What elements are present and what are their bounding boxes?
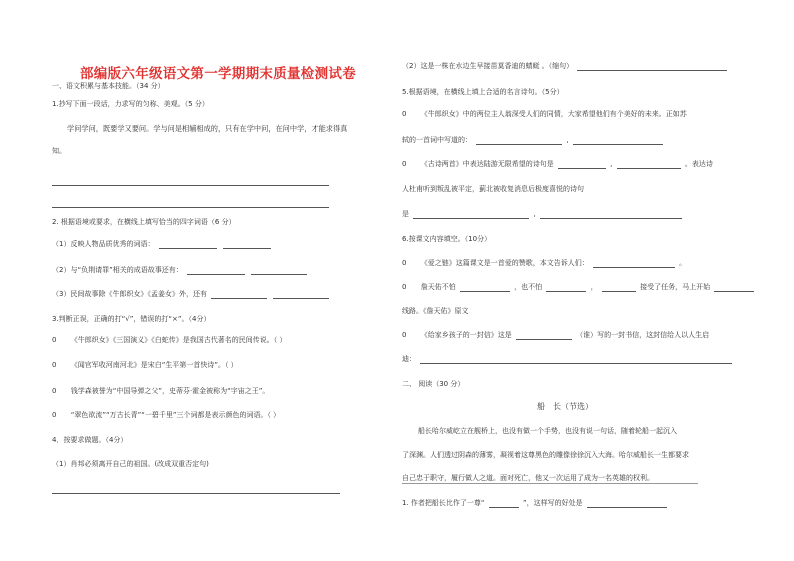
answer-blank[interactable] — [273, 291, 329, 299]
writing-line-2[interactable] — [52, 207, 329, 208]
answer-blank[interactable] — [540, 211, 682, 219]
answer-blank[interactable] — [516, 332, 572, 340]
judge-item-4-text: “翠色欲流”“万古长青”“一碧千里”三个词都是表示颜色的词语。（ ） — [70, 411, 281, 419]
answer-blank[interactable] — [413, 211, 529, 219]
reading-question-1-text-a: 1. 作者把船长比作了一尊“ — [402, 499, 485, 507]
fill-item-2-text-c: ， — [590, 283, 598, 291]
answer-blank[interactable] — [587, 500, 667, 508]
page-title: 部编版六年级语文第一学期期末质量检测试卷 — [80, 66, 356, 82]
passage-line-2: 了深渊。人们透过阴森的薄雾，凝视着这尊黑色的雕像徐徐沉入大海。哈尔威船长一生都要求 — [402, 451, 689, 459]
quote-item-1-cont: 轼的一首词中写道的： , — [402, 136, 665, 145]
fill-item-2-text-b: ，也不怕 — [514, 283, 543, 291]
question-2: 2. 根据语境或要求，在横线上填写恰当的四字词语（6 分） — [52, 218, 236, 226]
fill-item-2 — [402, 283, 756, 292]
judge-item-1-text: 《牛郎织女》《三国演义》《白蛇传》是我国古代著名的民间传说。（ ） — [70, 336, 287, 344]
quote-item-2-text: 《古诗两首》中表达陆游无限希望的诗句是 — [420, 160, 554, 168]
section-2-heading: 二、 阅读（30 分） — [402, 380, 465, 388]
question-3: 3.判断正误，正确的打“√”，错误的打“×”。（4分） — [52, 315, 211, 323]
judge-item-2 — [52, 361, 238, 370]
bullet-icon: 0 — [402, 110, 407, 118]
bullet-icon: 0 — [52, 411, 57, 419]
question-4: 4．按要求做题。（4分） — [52, 436, 128, 444]
quote-item-2: 0 《古诗两首》中表达陆游无限希望的诗句是 , 。表达诗 — [402, 160, 713, 168]
judge-item-1 — [52, 336, 286, 345]
question-4-2-text: （2）这是一株在水边生早接苗莫香迪的蜻蜓 。（缩句） — [402, 62, 574, 70]
answer-blank[interactable] — [546, 284, 586, 292]
answer-blank[interactable] — [251, 267, 307, 275]
question-4-2 — [402, 62, 729, 71]
question-4-1: （1）肖邦必须离开自己的祖国。(改成双重否定句) — [52, 460, 209, 468]
bullet-icon: 0 — [52, 336, 57, 344]
fill-item-1: 0 《爱之链》这篇课文是一首爱的赞歌，本文告诉人们： 。 — [402, 259, 687, 267]
bullet-icon: 0 — [402, 331, 407, 339]
judge-item-2-text: 《闻官军收河南河北》是宋白“生平第一首快诗”。（ ） — [70, 361, 238, 369]
answer-blank[interactable] — [602, 284, 636, 292]
question-1: 1.抄写下面一段话，力求写的匀称、美观。（5 分） — [52, 100, 209, 108]
question-2-2 — [52, 266, 309, 275]
judge-item-3 — [52, 387, 269, 396]
answer-blank[interactable] — [223, 241, 271, 249]
passage-line-3: 自己忠于职守，履行做人之道。面对死亡，他又一次运用了成为一名英雄的权利。 — [402, 474, 654, 482]
question-2-1 — [52, 240, 273, 249]
question-2-2-text: （2）与“负荆请罪”相关的成语故事还有： — [52, 266, 183, 274]
answer-blank[interactable] — [460, 284, 510, 292]
passage-title: 船 长（节选） — [537, 402, 593, 411]
quote-item-2-text-d: 是 — [402, 210, 409, 218]
fill-item-2-cont: 线路。《詹天佑》原文 — [402, 307, 469, 315]
fill-item-3-text-c: 迪： — [402, 355, 416, 363]
bullet-icon: 0 — [52, 361, 57, 369]
question-5: 5.根据语境，在横线上填上合适的名言诗句。（5分） — [402, 88, 564, 96]
fill-item-2-text-d: 接受了任务，马上开始 — [640, 283, 711, 291]
answer-blank[interactable] — [159, 241, 217, 249]
writing-line-1[interactable] — [52, 185, 329, 186]
answer-blank[interactable] — [187, 267, 245, 275]
answer-blank[interactable] — [617, 161, 681, 169]
quote-item-1-text: 《牛郎织女》中的两位主人翁深受人们的同情，大家希望他们有个美好的未来。正如苏 — [420, 110, 687, 118]
answer-blank[interactable] — [573, 137, 663, 145]
question-2-3-text: （3）民间故事除《牛郎织女》《孟姜女》外，还有 — [52, 290, 207, 298]
question-2-1-text: （1）反映人物品质优秀的词语： — [52, 240, 155, 248]
writing-line-3[interactable] — [52, 493, 340, 494]
answer-blank[interactable] — [558, 161, 606, 169]
quote-item-2-cont: 人杜甫听到叛乱被平定，蓟北被收复消息后极度喜悦的诗句 — [402, 185, 584, 193]
answer-blank[interactable] — [489, 500, 519, 508]
judge-item-4 — [52, 411, 280, 420]
answer-blank[interactable] — [714, 284, 754, 292]
answer-blank[interactable] — [420, 356, 732, 364]
answer-blank[interactable] — [593, 260, 675, 268]
quote-item-1-text-b: 轼的一首词中写道的： — [402, 136, 472, 144]
bullet-icon: 0 — [52, 387, 57, 395]
bullet-icon: 0 — [402, 160, 407, 168]
answer-blank[interactable] — [211, 291, 267, 299]
fill-item-2-text-a: 詹天佑不怕 — [420, 283, 456, 291]
bullet-icon: 0 — [402, 259, 407, 267]
bullet-icon: 0 — [402, 283, 407, 291]
question-2-3 — [52, 290, 331, 299]
judge-item-3-text: 钱学森被誉为“中国导弹之父”，史蒂芬·霍金被称为“宇宙之王”。 — [70, 387, 270, 395]
fill-item-3 — [402, 331, 709, 340]
reading-question-1 — [402, 499, 669, 508]
fill-item-3-text-b: （谁）写的一封书信，这封信给人以人生启 — [576, 331, 710, 339]
question-1-passage-end: 知。 — [52, 147, 66, 155]
quote-item-1 — [402, 110, 687, 119]
reading-question-1-text-b: ”，这样写的好处是 — [523, 499, 583, 507]
fill-item-1-text: 《爱之链》这篇课文是一首爱的赞歌，本文告诉人们： — [420, 259, 589, 267]
section-1-heading: 一、语文积累与基本技能。（34 分） — [52, 82, 165, 90]
passage-line-1: 船长哈尔威屹立在舰桥上，也没有做一个手势，也没有说一句话，随着轮船一起沉入 — [418, 427, 677, 435]
fill-item-3-cont — [402, 355, 734, 364]
passage-underline — [402, 483, 698, 484]
fill-item-3-text-a: 《给家乡孩子的一封信》这是 — [420, 331, 512, 339]
answer-blank[interactable] — [577, 63, 727, 71]
quote-item-2-answer: 是 , — [402, 210, 684, 219]
quote-item-2-text-b: 。表达诗 — [684, 160, 713, 168]
answer-blank[interactable] — [476, 137, 562, 145]
question-6: 6.按课文内容填空。（10分） — [402, 235, 492, 243]
question-1-passage: 学问学问，既要学又要问。学与问是相辅相成的，只有在学中问，在问中学，才能求得真 — [67, 124, 348, 133]
